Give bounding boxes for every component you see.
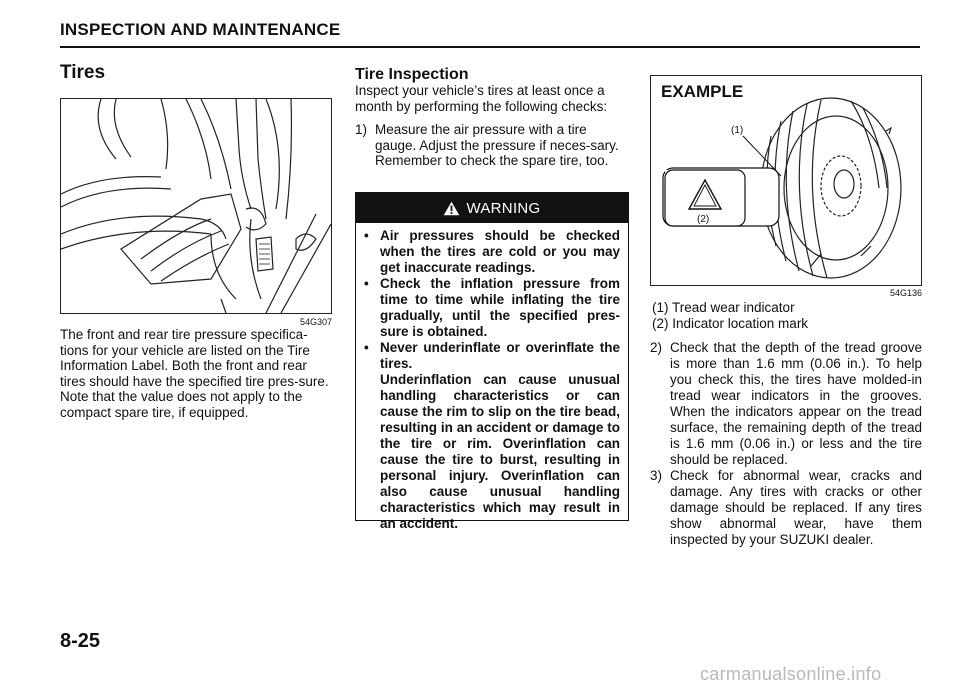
header-divider bbox=[60, 46, 920, 48]
example-figure bbox=[650, 75, 922, 286]
step-number: 1) bbox=[355, 122, 368, 137]
step-1 bbox=[355, 122, 631, 169]
tire-inspection-title: Tire Inspection bbox=[355, 66, 469, 83]
warning-header bbox=[356, 193, 628, 223]
callout-1: (1) bbox=[731, 125, 744, 136]
tread-wear-drawing bbox=[651, 76, 923, 287]
warning-list bbox=[356, 223, 628, 532]
door-jamb-illustration bbox=[60, 98, 332, 314]
tire-pressure-text bbox=[60, 327, 335, 420]
bullet: • bbox=[364, 276, 369, 291]
legend-item: (2) Indicator location mark bbox=[652, 316, 809, 331]
warning-title: WARNING bbox=[466, 199, 541, 217]
tires-title: Tires bbox=[60, 62, 106, 83]
paragraph: The front and rear tire pressure specifica-tions for your vehicle are listed on the Tire Information Label. Both the front and rear tires should have the specified tire pres-sure. bbox=[60, 327, 329, 389]
page-number: 8-25 bbox=[60, 630, 101, 652]
watermark: carmanualsonline.info bbox=[700, 664, 882, 684]
section-header-title: INSPECTION AND MAINTENANCE bbox=[60, 20, 341, 39]
tire-inspection-column bbox=[355, 66, 631, 169]
step-text: Check that the depth of the tread groove is more than 1.6 mm (0.06 in.). To help you check this, the tires have molded-in tread wear indicators in the grooves. When the indicators appear on the tread surface, the remaining depth of the tread is 1.6 mm (0.06 in.) or less and the tire should be replaced. bbox=[670, 340, 922, 467]
warning-item-text: Never underinflate or overinflate the tires. bbox=[380, 340, 620, 371]
figure-code-54G136: 54G136 bbox=[889, 288, 922, 298]
step-2 bbox=[650, 340, 922, 468]
step-number: 2) bbox=[650, 340, 663, 355]
warning-item bbox=[364, 228, 620, 276]
inspection-intro: Inspect your vehicle’s tires at least once a month by performing the following checks: bbox=[355, 83, 608, 114]
paragraph: Note that the value does not apply to the compact spare tire, if equipped. bbox=[60, 389, 303, 420]
figure-legend bbox=[650, 300, 922, 332]
callout-2: (2) bbox=[697, 214, 710, 225]
legend-item: (1) Tread wear indicator bbox=[652, 300, 795, 315]
figure-code-54G307: 54G307 bbox=[299, 317, 332, 327]
bullet: • bbox=[364, 228, 369, 243]
tread-inspection-column bbox=[650, 300, 922, 548]
step-text: Measure the air pressure with a tire gauge. Adjust the pressure if neces-sary. Remember to check the spare tire, too. bbox=[375, 122, 619, 168]
warning-item bbox=[364, 276, 620, 340]
tires-column bbox=[60, 62, 335, 420]
step-3 bbox=[650, 468, 922, 548]
warning-item-text: Air pressures should be checked when the tires are cold or you may get inaccurate readings. bbox=[380, 228, 620, 275]
warning-item-text: Check the inflation pressure from time to time while inflating the tire gradually, until the specified pres-sure is obtained. bbox=[380, 276, 620, 339]
example-label: EXAMPLE bbox=[661, 82, 744, 101]
door-jamb-drawing bbox=[61, 99, 331, 313]
step-number: 3) bbox=[650, 468, 663, 483]
warning-item bbox=[364, 340, 620, 372]
bullet: • bbox=[364, 340, 369, 355]
warning-detail: Underinflation can cause unusual handling characteristics or can cause the rim to slip on the tire bead, resulting in an accident or damage to the tire or rim. Overinflation can cause the tire to burst, resulting in personal injury. Overinflation can also cause unusual handling characteristics which may result in an accident. bbox=[380, 372, 620, 531]
step-text: Check for abnormal wear, cracks and damage. Any tires with cracks or other damage should be replaced. If any tires show abnormal wear, have them inspected by your SUZUKI dealer. bbox=[670, 468, 922, 547]
warning-triangle-icon bbox=[443, 201, 460, 216]
warning-box bbox=[355, 192, 629, 531]
